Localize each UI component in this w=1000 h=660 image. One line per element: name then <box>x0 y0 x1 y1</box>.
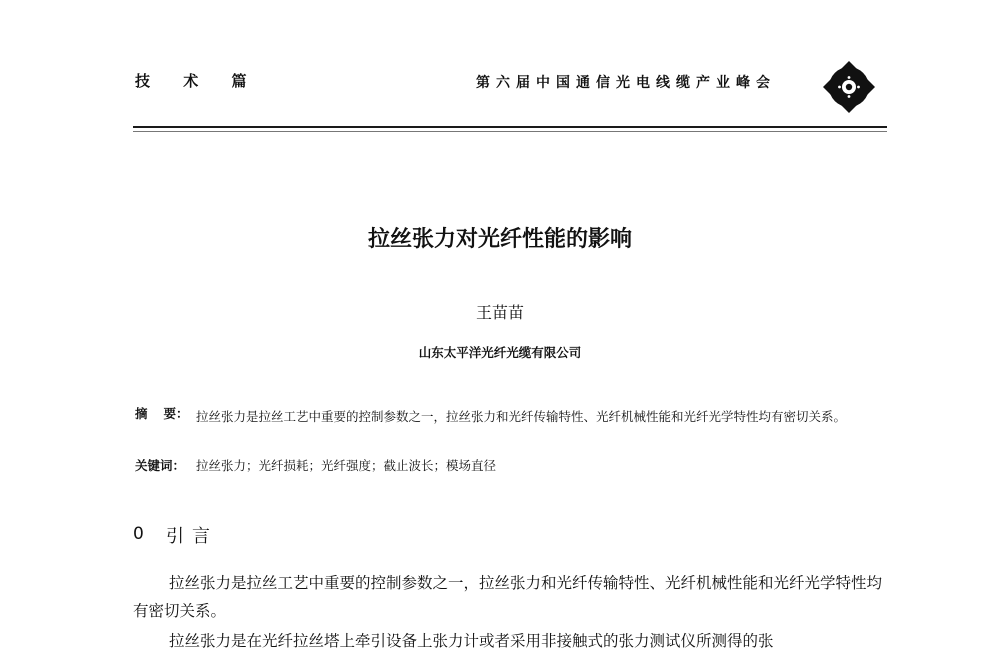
section-number: 0 <box>133 524 144 544</box>
keywords-text: 拉丝张力；光纤损耗；光纤强度；截止波长；模场直径 <box>196 458 497 473</box>
conference-logo-icon <box>822 60 876 114</box>
body-paragraph-1: 拉丝张力是拉丝工艺中重要的控制参数之一，拉丝张力和光纤传输特性、光纤机械性能和光纤光学特性均有密切关系。 <box>133 574 883 620</box>
abstract-text: 拉丝张力是拉丝工艺中重要的控制参数之一，拉丝张力和光纤传输特性、光纤机械性能和光纤光学特性均有密切关系。 <box>196 409 847 424</box>
keywords-label: 关键词： <box>135 458 186 473</box>
author-name: 王苗苗 <box>475 303 524 322</box>
section-title: 引言 <box>166 526 218 547</box>
abstract-label <box>135 404 189 422</box>
author-affiliation: 山东太平洋光纤光缆有限公司 <box>418 345 582 360</box>
running-header-conference: 第六届中国通信光电线缆产业峰会 <box>476 75 776 91</box>
header-divider <box>133 126 887 128</box>
abstract-label-char1: 摘 <box>135 406 164 421</box>
body-paragraph-2: 拉丝张力是在光纤拉丝塔上牵引设备上张力计或者采用非接触式的张力测试仪所测得的张 <box>169 632 774 650</box>
running-header-section: 技 术 篇 <box>135 72 261 90</box>
paper-title: 拉丝张力对光纤性能的影响 <box>367 227 632 252</box>
abstract-label-char2: 要： <box>163 406 189 421</box>
header-divider-thin <box>133 131 887 132</box>
